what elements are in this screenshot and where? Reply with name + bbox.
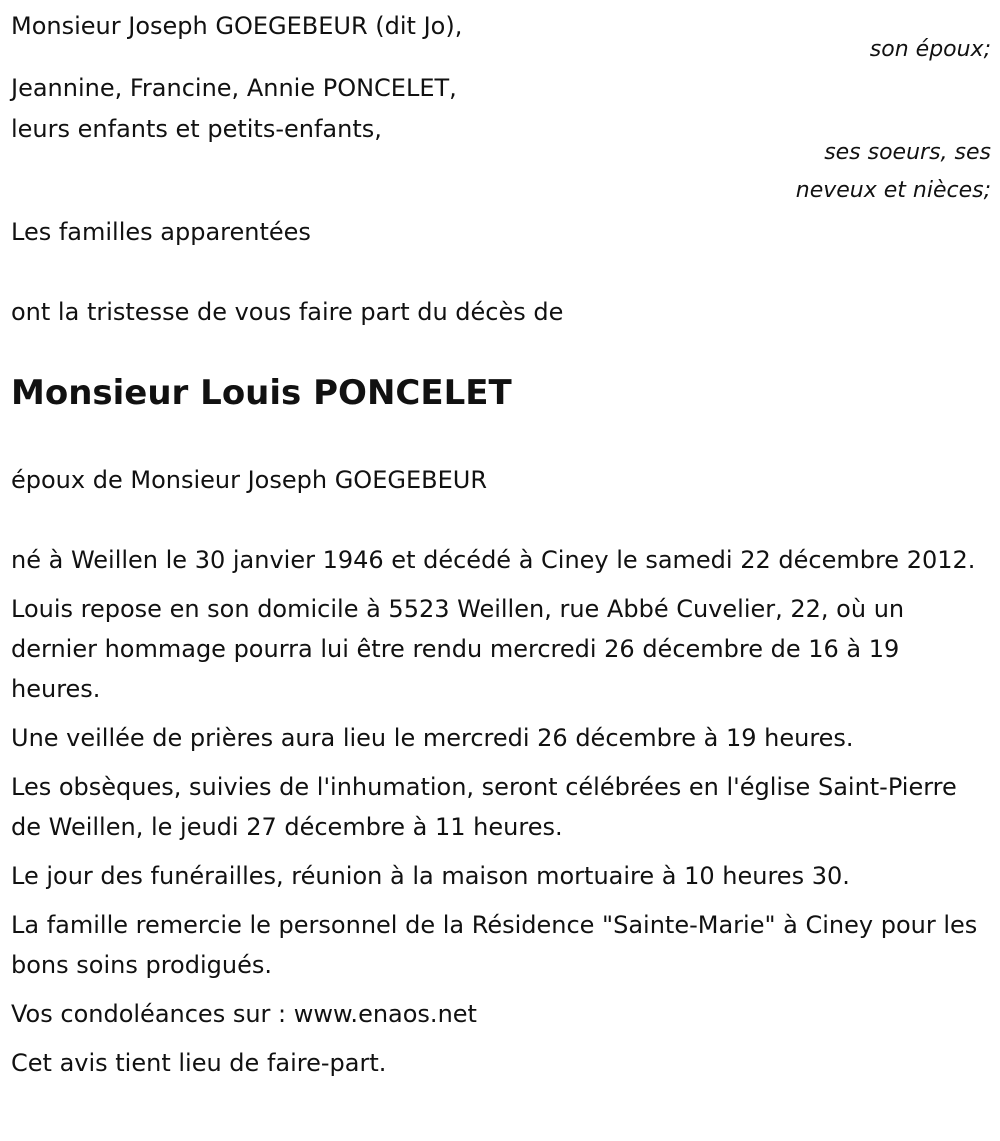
notice-paragraph: Cet avis tient lieu de faire-part.: [11, 1049, 387, 1077]
funeral-paragraph: Les obsèques, suivies de l'inhumation, seront célébrées en l'église Saint-Pierre de Weillen, le jeudi 27 décembre à 11 heures.: [11, 773, 957, 841]
siblings-line: Jeannine, Francine, Annie PONCELET,: [11, 74, 457, 102]
birth-death-paragraph: né à Weillen le 30 janvier 1946 et décédé à Ciney le samedi 22 décembre 2012.: [11, 546, 976, 574]
siblings-role-line-1: ses soeurs, ses: [824, 140, 991, 165]
relatives-line: Les familles apparentées: [11, 218, 311, 246]
thanks-paragraph: La famille remercie le personnel de la Résidence "Sainte-Marie" à Ciney pour les bons soins prodigués.: [11, 911, 978, 979]
siblings-role-line-2: neveux et nièces;: [795, 178, 991, 203]
viewing-paragraph: Louis repose en son domicile à 5523 Weillen, rue Abbé Cuvelier, 22, où un dernier hommage pourra lui être rendu mercredi 26 décembre de 16 à 19 heures.: [11, 595, 905, 703]
announcement-line: ont la tristesse de vous faire part du décès de: [11, 298, 564, 326]
condolences-paragraph: Vos condoléances sur : www.enaos.net: [11, 1000, 477, 1028]
deceased-relation: époux de Monsieur Joseph GOEGEBEUR: [11, 466, 487, 494]
deceased-name: Monsieur Louis PONCELET: [11, 373, 512, 413]
children-line: leurs enfants et petits-enfants,: [11, 115, 382, 143]
vigil-paragraph: Une veillée de prières aura lieu le mercredi 26 décembre à 19 heures.: [11, 724, 854, 752]
spouse-line: Monsieur Joseph GOEGEBEUR (dit Jo),: [11, 12, 463, 40]
spouse-role: son époux;: [869, 37, 991, 62]
details-section: [11, 540, 989, 1092]
gathering-paragraph: Le jour des funérailles, réunion à la maison mortuaire à 10 heures 30.: [11, 862, 850, 890]
